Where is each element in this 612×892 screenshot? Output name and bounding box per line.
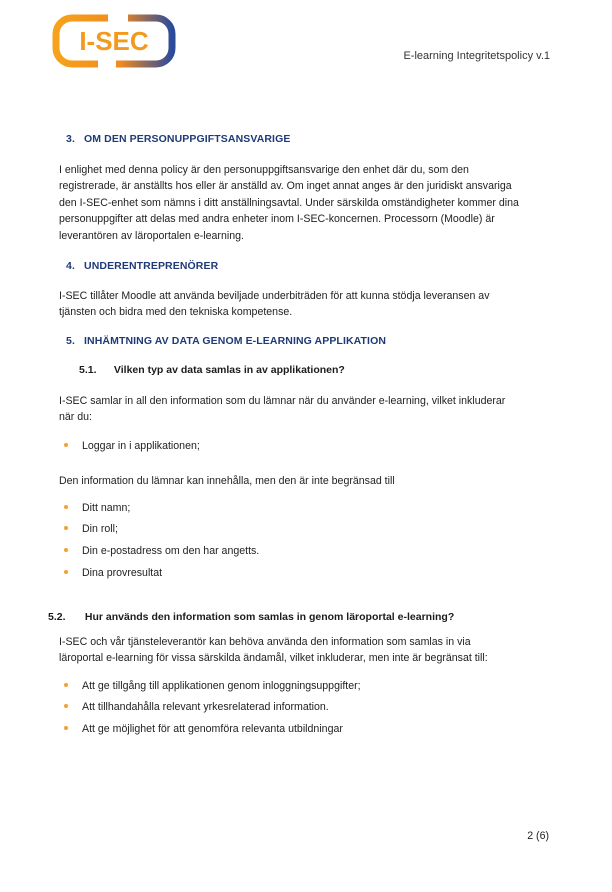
section-title: OM DEN PERSONUPPGIFTSANSVARIGE: [84, 133, 291, 145]
list-item: [64, 680, 361, 692]
text-line: I enlighet med denna policy är den personuppgiftsansvarige den enhet där du, som den: [59, 164, 469, 176]
subsection-5-1-intro: [59, 393, 559, 426]
logo-text: I-SEC: [79, 26, 149, 56]
bullet-icon: [64, 526, 68, 530]
list-item: [64, 723, 343, 735]
section-5-heading: [66, 335, 386, 347]
text-line: I-SEC och vår tjänsteleverantör kan behöva använda den information som samlas in via: [59, 636, 471, 648]
page-number: 2 (6): [527, 830, 549, 842]
text-line: I-SEC tillåter Moodle att använda beviljade underbiträden för att kunna stödja leveransen av: [59, 290, 490, 302]
subsection-number: 5.1.: [79, 364, 97, 376]
section-title: INHÄMTNING AV DATA GENOM E-LEARNING APPLIKATION: [84, 335, 387, 347]
bullet-icon: [64, 505, 68, 509]
list-item-text: Ditt namn;: [82, 502, 131, 514]
subsection-5-1-mid-text: Den information du lämnar kan innehålla, men den är inte begränsad till: [59, 475, 395, 487]
text-line: den I-SEC-enhet som nämns i ditt anställningsavtal. Under särskilda omständigheter kommer dina: [59, 196, 519, 209]
section-number: 3.: [66, 133, 75, 145]
text-line: läroportal e-learning för vissa särskilda ändamål, vilket inkluderar, men inte är begränsat till:: [59, 652, 488, 665]
bullet-icon: [64, 726, 68, 730]
list-item-text: Loggar in i applikationen;: [82, 440, 200, 452]
document-title: E-learning Integritetspolicy v.1: [403, 50, 550, 62]
list-item: [64, 545, 259, 557]
list-item-text: Att ge möjlighet för att genomföra relevanta utbildningar: [82, 723, 343, 735]
subsection-5-2-intro: [59, 634, 559, 667]
list-item-text: Att tillhandahålla relevant yrkesrelaterad information.: [82, 701, 329, 713]
text-line: leverantören av läroportalen e-learning.: [59, 229, 244, 242]
text-line: när du:: [59, 411, 92, 424]
section-4-heading: [66, 260, 218, 272]
text-line: I-SEC samlar in all den information som du lämnar när du använder e-learning, vilket inkluderar: [59, 395, 506, 407]
section-title: UNDERENTREPRENÖRER: [84, 260, 219, 272]
bullet-icon: [64, 443, 68, 447]
list-item-text: Din roll;: [82, 523, 118, 535]
list-item: [64, 701, 329, 713]
subsection-5-2-heading: [48, 611, 454, 623]
list-item: [64, 440, 200, 452]
company-logo: [52, 14, 176, 68]
bullet-icon: [64, 683, 68, 687]
text-line: registrerade, är anställts hos eller är anställd av. Om inget annat anges är den juridiskt ansvariga: [59, 180, 512, 193]
section-3-heading: [66, 133, 290, 145]
subsection-title: Hur används den information som samlas in genom läroportal e-learning?: [84, 611, 455, 623]
list-item-text: Att ge tillgång till applikationen genom inloggningsuppgifter;: [82, 680, 361, 692]
subsection-5-1-heading: [79, 364, 345, 376]
subsection-title: Vilken typ av data samlas in av applikationen?: [113, 364, 345, 376]
bullet-icon: [64, 704, 68, 708]
bullet-icon: [64, 548, 68, 552]
text-line: tjänsten och bidra med den tekniska kompetense.: [59, 306, 293, 319]
list-item-text: Dina provresultat: [82, 567, 163, 579]
list-item: [64, 523, 118, 535]
bullet-icon: [64, 570, 68, 574]
list-item: [64, 567, 162, 579]
subsection-number: 5.2.: [48, 611, 66, 623]
section-3-paragraph: [59, 162, 559, 244]
list-item-text: Din e-postadress om den har angetts.: [82, 545, 260, 557]
list-item: [64, 502, 130, 514]
section-4-paragraph: [59, 288, 559, 321]
section-number: 4.: [66, 260, 75, 272]
section-number: 5.: [66, 335, 75, 347]
text-line: personuppgifter att delas med andra enheter inom I-SEC-koncernen. Processorn (Moodle) är: [59, 213, 495, 226]
